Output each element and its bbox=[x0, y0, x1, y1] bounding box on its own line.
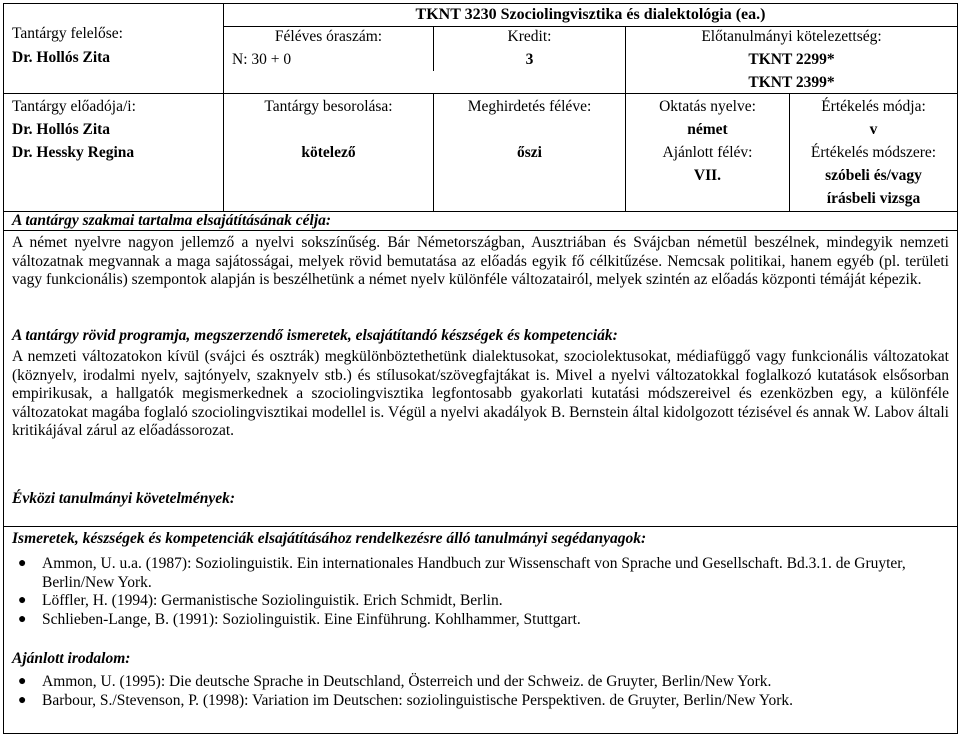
recommended-semester-label: Ajánlott félév: bbox=[662, 144, 753, 161]
literature-item: Ammon, U. (1995): Die deutsche Sprache in Deutschland, Österreich und der Schweiz. de Gruyter, Berlin/New York. bbox=[42, 673, 772, 690]
bullet-icon: ● bbox=[18, 556, 27, 571]
lecturer-label: Tantárgy előadója/i: bbox=[12, 98, 136, 115]
recommended-semester-value: VII. bbox=[693, 167, 722, 184]
language-label: Oktatás nyelve: bbox=[659, 98, 756, 115]
bullet-icon: ● bbox=[18, 593, 27, 608]
goal-text: A német nyelvre nagyon jellemző a nyelvi sokszínűség. Bár Németországban, Ausztriában és Svájcban németül beszélnek, mindegyik nemzeti változatnak megvannak a maga sajátosságai, melyek rövid bemutatása az előadás egyik fő célkitűzése. Nemcsak politikai, hanem egyéb (pl. területi vagy funkcionális) szempontok alapján is beszélhetünk a német nyelv különféle változatairól, melyek szintén az előadás központi témáját képezik. bbox=[12, 234, 949, 288]
materials-literature-cell bbox=[4, 526, 957, 735]
assessment-method-1: szóbeli és/vagy bbox=[825, 167, 922, 184]
goal-heading: A tantárgy szakmai tartalma elsajátításának célja: bbox=[4, 211, 957, 230]
language-cell bbox=[625, 93, 789, 211]
responsible-cell bbox=[4, 4, 223, 93]
list-item bbox=[12, 611, 949, 630]
material-item: Schlieben-Lange, B. (1991): Soziolinguistik. Eine Einführung. Kohlhammer, Stuttgart. bbox=[42, 610, 581, 628]
semester-value: őszi bbox=[517, 144, 542, 161]
semester-label: Meghirdetés féléve: bbox=[467, 98, 592, 115]
assessment-value: v bbox=[869, 121, 878, 138]
prerequisite-2: TKNT 2399* bbox=[748, 74, 835, 91]
lecturer-cell bbox=[4, 93, 223, 211]
classification-label: Tantárgy besorolása: bbox=[264, 98, 393, 115]
material-item: Löffler, H. (1994): Germanistische Soziolinguistik. Erich Schmidt, Berlin. bbox=[42, 592, 503, 609]
material-item: Ammon, U. u.a. (1987): Soziolinguistik. Ein internationales Handbuch zur Wissenschaft von Sprache und Gesellschaft. Bd.3.1. de Gruyter, Berlin/New York. bbox=[42, 555, 906, 591]
credit-value: 3 bbox=[525, 51, 534, 68]
literature-heading: Ajánlott irodalom: bbox=[12, 650, 131, 667]
prerequisite-1: TKNT 2299* bbox=[748, 51, 835, 68]
program-text: A nemzeti változatokon kívül (svájci és osztrák) megkülönböztethetünk dialektusokat, szociolektusokat, médiafüggő vagy funkcionális változatokat (köznyelv, irodalmi nyelv, sajtónyelv, szaknyelv stb.) és stílusokat/szövegfajtákat is. Mivel a nyelvi változatokkal foglalkozó kutatások elsősorban empirikusak, a hallgatók megismerkednek a szociolingvisztika legfontosabb gyakorlati kutatási módszereivel és ezenközben egy, a különféle változatokat magába foglaló szociolingvisztikai modellel is. Végül a nyelvi akadályok B. Bernstein által kidolgozott tézisével és annak W. Labov általi kritikájával zárul az előadássorozat. bbox=[12, 348, 949, 439]
responsible-label: Tantárgy felelőse: bbox=[12, 25, 123, 42]
list-item bbox=[12, 592, 949, 611]
prerequisites-cell bbox=[625, 26, 957, 93]
lecturer-name-1: Dr. Hollós Zita bbox=[12, 121, 111, 138]
materials-list bbox=[12, 555, 949, 629]
classification-value: kötelező bbox=[301, 144, 356, 161]
prerequisites-label: Előtanulmányi kötelezettség: bbox=[701, 28, 882, 45]
empty-filler bbox=[223, 71, 625, 93]
course-title: TKNT 3230 Szociolingvisztika és dialektológia (ea.) bbox=[223, 4, 957, 26]
hours-label: Féléves óraszám: bbox=[274, 28, 383, 45]
hours-value: N: 30 + 0 bbox=[232, 51, 292, 68]
classification-cell bbox=[223, 93, 433, 211]
course-description-table bbox=[3, 3, 958, 734]
requirements-heading: Évközi tanulmányi követelmények: bbox=[12, 490, 236, 507]
hours-cell bbox=[223, 26, 433, 71]
program-heading: A tantárgy rövid programja, megszerzendő ismeretek, elsajátítandó készségek és kompetenciák: bbox=[12, 327, 618, 344]
bullet-icon: ● bbox=[18, 674, 27, 689]
materials-heading: Ismeretek, készségek és kompetenciák elsajátításához rendelkezésre álló tanulmányi segédanyagok: bbox=[12, 530, 647, 547]
assessment-cell bbox=[789, 93, 957, 211]
bullet-icon: ● bbox=[18, 692, 27, 708]
bullet-icon: ● bbox=[18, 611, 27, 627]
literature-item: Barbour, S./Stevenson, P. (1998): Variation im Deutschen: soziolinguistische Perspektiven. de Gruyter, Berlin/New York. bbox=[42, 691, 793, 709]
goal-program-cell bbox=[4, 230, 957, 490]
credit-label: Kredit: bbox=[507, 28, 552, 45]
credit-cell bbox=[433, 26, 625, 71]
literature-list bbox=[12, 673, 949, 710]
list-item bbox=[12, 555, 949, 592]
requirements-cell bbox=[4, 490, 957, 526]
responsible-name: Dr. Hollós Zita bbox=[12, 49, 111, 66]
assessment-method-2: írásbeli vizsga bbox=[826, 190, 921, 207]
assessment-method-label: Értékelés módszere: bbox=[810, 144, 937, 161]
list-item bbox=[12, 673, 949, 692]
lecturer-name-2: Dr. Hessky Regina bbox=[12, 144, 135, 161]
assessment-label: Értékelés módja: bbox=[821, 98, 926, 115]
semester-cell bbox=[433, 93, 625, 211]
language-value: német bbox=[687, 121, 728, 138]
list-item bbox=[12, 692, 949, 711]
